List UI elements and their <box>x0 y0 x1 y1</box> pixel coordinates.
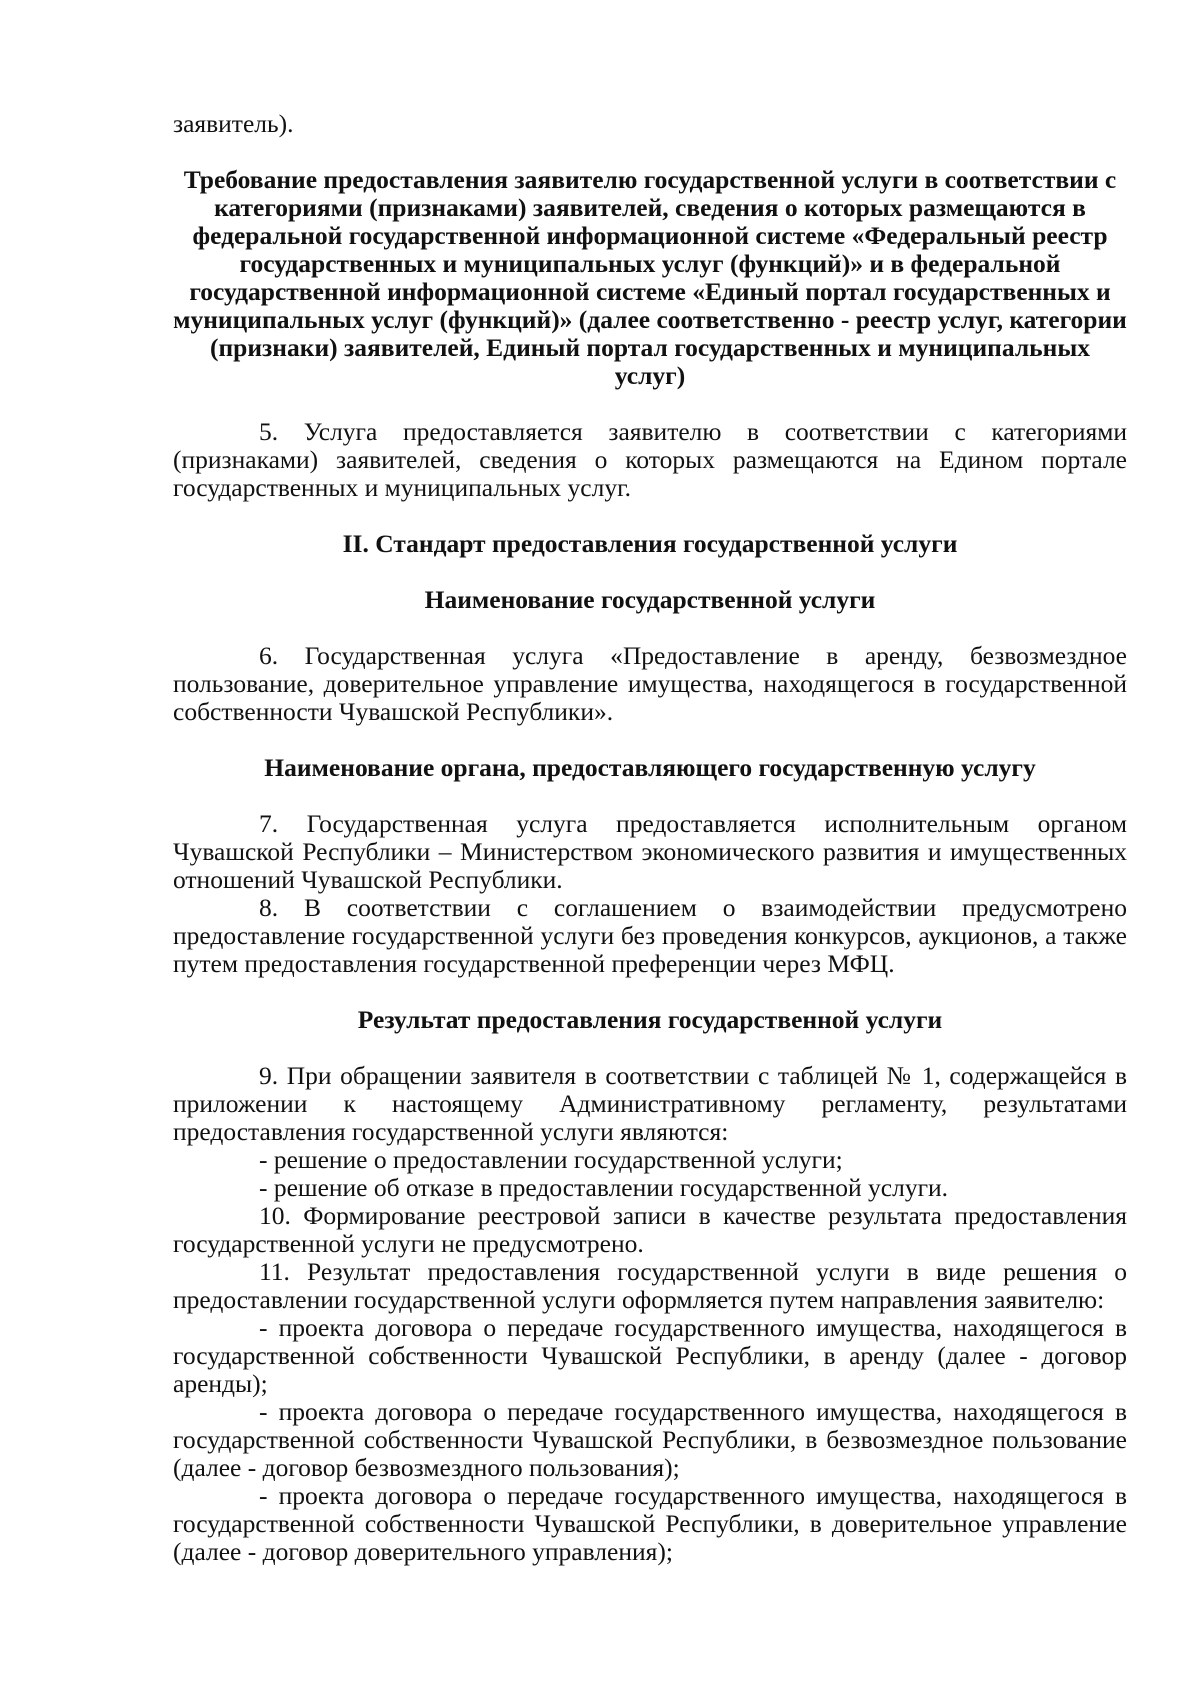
paragraph-10: 10. Формирование реестровой записи в качестве результата предоставления государственной услуги не предусмотрено. <box>173 1201 1127 1258</box>
paragraph-9-item-2: - решение об отказе в предоставлении государственной услуги. <box>259 1173 949 1202</box>
document-page <box>173 110 1127 1566</box>
heading-providing-organ: Наименование органа, предоставляющего государственную услугу <box>264 753 1036 782</box>
section-ii-title: II. Стандарт предоставления государственной услуги <box>342 529 958 558</box>
heading-applicant-categories: Требование предоставления заявителю государственной услуги в соответствии с категориями (признаками) заявителей, сведения о которых размещаются в федеральной государственной информационной системе «Федеральный реестр государственных и муниципальных услуг (функций)» и в федеральной государственной информационной системе «Единый портал государственных и муниципальных услуг (функций)» (далее соответственно - реестр услуг, категории (признаки) заявителей, Единый портал государственных и муниципальных услуг) <box>173 165 1127 390</box>
spacer <box>173 978 1127 1006</box>
spacer <box>173 614 1127 642</box>
spacer <box>173 558 1127 586</box>
paragraph-5: 5. Услуга предоставляется заявителю в соответствии с категориями (признаками) заявителей, сведения о которых размещаются на Едином портале государственных и муниципальных услуг. <box>173 417 1127 502</box>
paragraph-11-item-1: - проекта договора о передаче государственного имущества, находящегося в государственной собственности Чувашской Республики, в аренду (далее - договор аренды); <box>173 1313 1127 1398</box>
paragraph-11-item-3: - проекта договора о передаче государственного имущества, находящегося в государственной собственности Чувашской Республики, в доверительное управление (далее - договор доверительного управления); <box>173 1481 1127 1566</box>
spacer <box>173 782 1127 810</box>
paragraph-8: 8. В соответствии с соглашением о взаимодействии предусмотрено предоставление государственной услуги без проведения конкурсов, аукционов, а также путем предоставления государственной преференции через МФЦ. <box>173 893 1127 978</box>
continuation-text: заявитель). <box>173 109 294 138</box>
paragraph-9: 9. При обращении заявителя в соответствии с таблицей № 1, содержащейся в приложении к настоящему Административному регламенту, результатами предоставления государственной услуги являются: <box>173 1061 1127 1146</box>
spacer <box>173 502 1127 530</box>
heading-service-name: Наименование государственной услуги <box>424 585 876 614</box>
heading-service-result: Результат предоставления государственной услуги <box>357 1005 943 1034</box>
spacer <box>173 390 1127 418</box>
paragraph-7: 7. Государственная услуга предоставляется исполнительным органом Чувашской Республики – Министерством экономического развития и имущественных отношений Чувашской Республики. <box>173 809 1127 894</box>
spacer <box>173 1034 1127 1062</box>
paragraph-11: 11. Результат предоставления государственной услуги в виде решения о предоставлении государственной услуги оформляется путем направления заявителю: <box>173 1257 1127 1314</box>
paragraph-11-item-2: - проекта договора о передаче государственного имущества, находящегося в государственной собственности Чувашской Республики, в безвозмездное пользование (далее - договор безвозмездного пользования); <box>173 1397 1127 1482</box>
spacer <box>173 726 1127 754</box>
paragraph-9-item-1: - решение о предоставлении государственной услуги; <box>259 1145 843 1174</box>
paragraph-6: 6. Государственная услуга «Предоставление в аренду, безвозмездное пользование, доверительное управление имущества, находящегося в государственной собственности Чувашской Республики». <box>173 641 1127 726</box>
spacer <box>173 138 1127 166</box>
